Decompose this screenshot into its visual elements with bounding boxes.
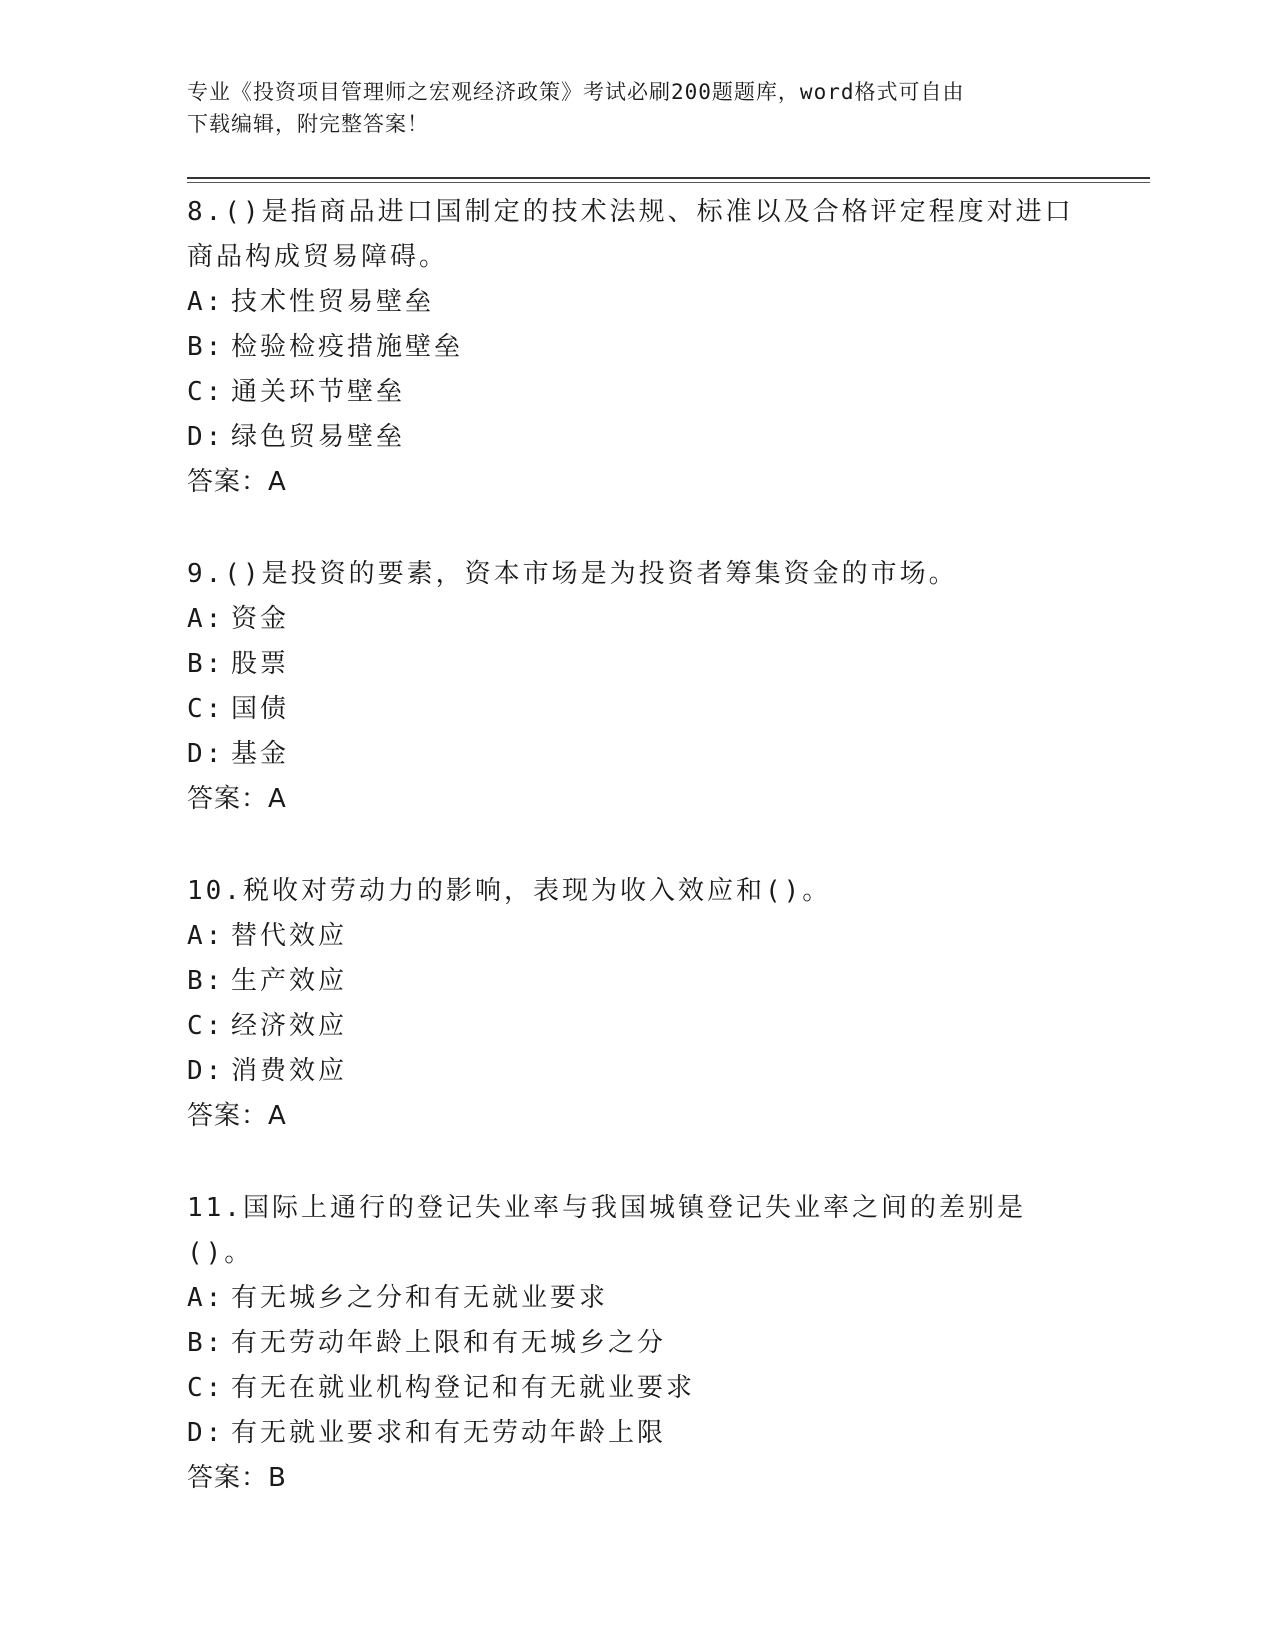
option-text: 通关环节壁垒 (231, 377, 406, 407)
question-8 (187, 190, 1087, 505)
option-a (187, 280, 1087, 325)
option-b (187, 959, 1087, 1004)
option-letter: C: (187, 1373, 225, 1403)
option-text: 技术性贸易壁垒 (231, 287, 435, 317)
option-text: 有无就业要求和有无劳动年龄上限 (231, 1418, 667, 1448)
option-text: 消费效应 (231, 1056, 348, 1086)
question-stem: 11.国际上通行的登记失业率与我国城镇登记失业率之间的差别是()。 (187, 1193, 1026, 1268)
option-text: 资金 (231, 604, 290, 634)
option-text: 替代效应 (231, 921, 348, 951)
option-c (187, 687, 1087, 732)
option-letter: A: (187, 604, 225, 634)
option-b (187, 325, 1087, 370)
option-text: 股票 (231, 649, 290, 679)
answer-line: 答案：B (187, 1463, 287, 1493)
option-c (187, 1366, 1087, 1411)
question-stem: 10.税收对劳动力的影响，表现为收入效应和()。 (187, 876, 832, 906)
option-text: 有无劳动年龄上限和有无城乡之分 (231, 1328, 667, 1358)
option-text: 生产效应 (231, 966, 348, 996)
question-list (187, 190, 1087, 1548)
option-c (187, 1004, 1087, 1049)
option-letter: B: (187, 649, 225, 679)
option-letter: D: (187, 739, 225, 769)
header-line-2: 下载编辑，附完整答案！ (187, 112, 429, 136)
option-letter: A: (187, 1283, 225, 1313)
option-text: 检验检疫措施壁垒 (231, 332, 464, 362)
option-letter: A: (187, 921, 225, 951)
option-d (187, 1411, 1087, 1456)
answer-line: 答案：A (187, 1101, 287, 1131)
option-b (187, 642, 1087, 687)
option-text: 基金 (231, 739, 290, 769)
option-text: 有无城乡之分和有无就业要求 (231, 1283, 609, 1313)
header-divider-thin (187, 182, 1150, 183)
document-header (187, 76, 1067, 140)
option-a (187, 1276, 1087, 1321)
option-d (187, 732, 1087, 777)
option-letter: A: (187, 287, 225, 317)
question-10 (187, 869, 1087, 1139)
header-divider-thick (187, 177, 1150, 179)
option-d (187, 415, 1087, 460)
question-stem: 8.()是指商品进口国制定的技术法规、标准以及合格评定程度对进口 (187, 197, 1074, 227)
answer-line: 答案：A (187, 784, 287, 814)
option-letter: D: (187, 1056, 225, 1086)
option-text: 绿色贸易壁垒 (231, 422, 406, 452)
question-stem-continued: 商品构成贸易障碍。 (187, 242, 449, 272)
option-text: 经济效应 (231, 1011, 348, 1041)
option-letter: C: (187, 1011, 225, 1041)
question-stem: 9.()是投资的要素，资本市场是为投资者筹集资金的市场。 (187, 559, 958, 589)
answer-line: 答案：A (187, 467, 287, 497)
option-letter: D: (187, 1418, 225, 1448)
option-c (187, 370, 1087, 415)
option-a (187, 597, 1087, 642)
option-text: 国债 (231, 694, 290, 724)
option-letter: B: (187, 966, 225, 996)
option-letter: B: (187, 332, 225, 362)
question-11 (187, 1186, 1087, 1501)
option-text: 有无在就业机构登记和有无就业要求 (231, 1373, 696, 1403)
option-d (187, 1049, 1087, 1094)
option-letter: C: (187, 694, 225, 724)
question-9 (187, 552, 1087, 822)
option-letter: D: (187, 422, 225, 452)
header-line-1: 专业《投资项目管理师之宏观经济政策》考试必刷200题题库，word格式可自由 (187, 80, 965, 104)
option-letter: B: (187, 1328, 225, 1358)
option-letter: C: (187, 377, 225, 407)
option-a (187, 914, 1087, 959)
option-b (187, 1321, 1087, 1366)
